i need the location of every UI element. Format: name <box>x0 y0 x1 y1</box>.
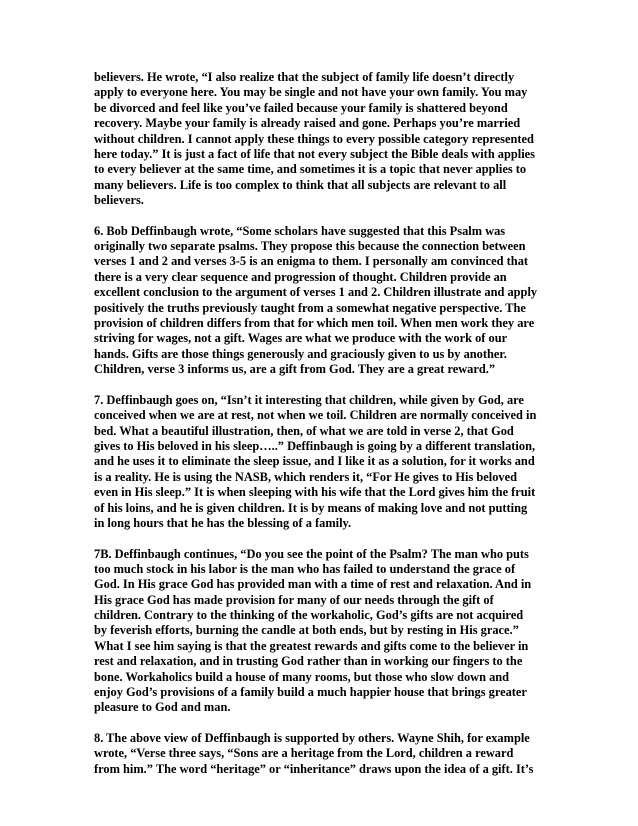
text-line: apply to everyone here. You may be single and not have your own family. You may <box>94 85 528 100</box>
text-line: striving for wages, not a gift. Wages are what we produce with the work of our <box>94 331 508 346</box>
text-line: there is a very clear sequence and progression of thought. Children provide an <box>94 269 507 284</box>
text-line: in long hours that he has the blessing of a family. <box>94 515 352 530</box>
document-body <box>94 70 549 792</box>
text-line: His grace God has made provision for many of our needs through the gift of <box>94 592 494 607</box>
paragraph-7b <box>94 547 549 716</box>
text-line: is a reality. He is using the NASB, which renders it, “For He gives to His beloved <box>94 469 518 484</box>
text-line: conceived when we are at rest, not when we toil. Children are normally conceived in <box>94 408 537 423</box>
text-line: without children. I cannot apply these things to every possible category represented <box>94 131 534 146</box>
text-line: by feverish efforts, burning the candle at both ends, but by resting in His grace.” <box>94 623 519 638</box>
text-line: from him.” The word “heritage” or “inheritance” draws upon the idea of a gift. It’s <box>94 761 534 776</box>
text-line: children. Contrary to the thinking of the workaholic, God’s gifts are not acquired <box>94 608 524 623</box>
paragraph-6 <box>94 224 549 378</box>
text-line: 6. Bob Deffinbaugh wrote, “Some scholars have suggested that this Psalm was <box>94 223 506 238</box>
text-line: 8. The above view of Deffinbaugh is supported by others. Wayne Shih, for example <box>94 730 530 745</box>
text-line: enjoy God’s provisions of a family build a much happier house that brings greater <box>94 685 527 700</box>
text-line: originally two separate psalms. They propose this because the connection between <box>94 239 526 254</box>
text-line: and he uses it to eliminate the sleep issue, and I like it as a solution, for it works and <box>94 454 535 469</box>
text-line: provision of children differs from that for which men toil. When men work they are <box>94 316 535 331</box>
text-line: to every believer at the same time, and sometimes it is a topic that never applies to <box>94 162 527 177</box>
text-line: hands. Gifts are those things generously and graciously given to us by another. <box>94 346 507 361</box>
text-line: positively the truths previously taught from a somewhat negative perspective. The <box>94 300 526 315</box>
text-line: Children, verse 3 informs us, are a gift from God. They are a great reward.” <box>94 362 496 377</box>
text-line: of his loins, and he is given children. It is by means of making love and not putting <box>94 500 528 515</box>
text-line: here today.” It is just a fact of life that not every subject the Bible deals with applies <box>94 146 535 161</box>
text-line: 7. Deffinbaugh goes on, “Isn’t it interesting that children, while given by God, are <box>94 392 524 407</box>
text-line: What I see him saying is that the greatest rewards and gifts come to the believer in <box>94 638 529 653</box>
paragraph-continuation <box>94 70 549 209</box>
text-line: too much stock in his labor is the man who has failed to understand the grace of <box>94 561 516 576</box>
text-line: 7B. Deffinbaugh continues, “Do you see the point of the Psalm? The man who puts <box>94 546 529 561</box>
text-line: even in His sleep.” It is when sleeping with his wife that the Lord gives him the fruit <box>94 485 536 500</box>
paragraph-7 <box>94 393 549 532</box>
text-line: bone. Workaholics build a house of many rooms, but those who slow down and <box>94 669 510 684</box>
text-line: believers. <box>94 193 144 208</box>
text-line: God. In His grace God has provided man with a time of rest and relaxation. And in <box>94 577 532 592</box>
text-line: recovery. Maybe your family is already raised and gone. Perhaps you’re married <box>94 116 521 131</box>
text-line: be divorced and feel like you’ve failed because your family is shattered beyond <box>94 100 508 115</box>
text-line: pleasure to God and man. <box>94 700 231 715</box>
text-line: believers. He wrote, “I also realize that the subject of family life doesn’t directly <box>94 70 515 84</box>
paragraph-8 <box>94 731 549 777</box>
text-line: wrote, “Verse three says, “Sons are a heritage from the Lord, children a reward <box>94 746 514 761</box>
text-line: verses 1 and 2 and verses 3-5 is an enigma to them. I personally am convinced that <box>94 254 529 269</box>
text-line: bed. What a beautiful illustration, then, of what we are told in verse 2, that God <box>94 423 514 438</box>
text-line: excellent conclusion to the argument of verses 1 and 2. Children illustrate and apply <box>94 285 538 300</box>
text-line: many believers. Life is too complex to think that all subjects are relevant to all <box>94 177 507 192</box>
text-line: rest and relaxation, and in trusting God rather than in working our fingers to the <box>94 654 523 669</box>
text-line: gives to His beloved in his sleep…..” Deffinbaugh is going by a different translation, <box>94 438 536 453</box>
